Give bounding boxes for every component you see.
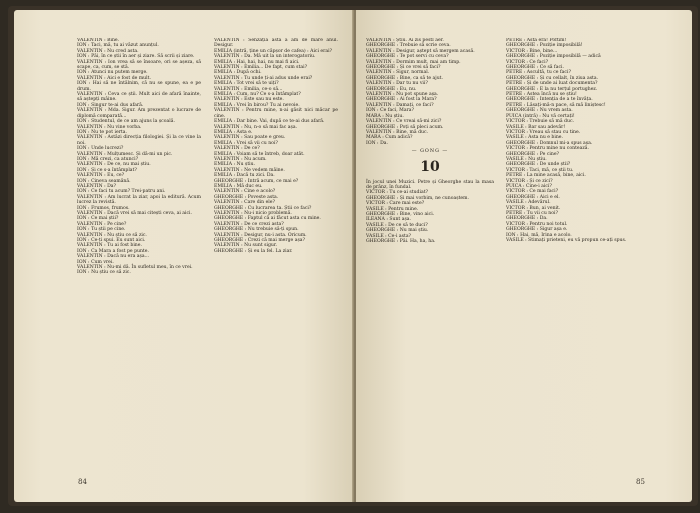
dialogue-line: GHEORGHE : E la nu terțul portughez.: [506, 86, 598, 92]
dialogue-line: GHEORGHE : Aici e el.: [506, 194, 560, 200]
dialogue-line: GHEORGHE : Ce să faci.: [506, 65, 564, 71]
dialogue-line: EMILIA : Hai, hai, hai, nu mai fi aici.: [214, 59, 300, 65]
dialogue-line: VALENTIN : Da?: [77, 183, 116, 189]
dialogue-line: VALENTIN : Da. Mă uit la un interogatoriu.: [214, 54, 316, 60]
dialogue-line: GHEORGHE : Poziție imposibilă!: [506, 43, 583, 49]
dialogue-line: GHEORGHE : Și cu cellalt, în ziua asta.: [506, 75, 599, 81]
dialogue-line: VASILE : De ce să te duci?: [366, 222, 428, 228]
dialogue-line: VALENTIN : Tu ai fost bine.: [77, 243, 142, 249]
dialogue-line: GHEORGHE : Sigur așa e.: [506, 227, 568, 233]
dialogue-line: VALENTIN : Mulțumesc. Și dă-mi un pic.: [77, 151, 173, 157]
dialogue-line: VALENTIN : Nu pot spune așa.: [366, 92, 439, 98]
dialogue-line: PETRE : Lăsați-mă-n pace, să mă liniștesc!: [506, 102, 606, 108]
dialogue-line: EMILIA : Vrei să vii cu noi?: [214, 140, 278, 146]
dialogue-line: VALENTIN : Bine.: [77, 38, 120, 43]
dialogue-line: ION : Ce-ți spui. Eu sunt aici.: [77, 238, 146, 244]
dialogue-line: GHEORGHE : Ai fost la Mara?: [366, 97, 437, 103]
dialogue-line: GHEORGHE : Eu, nu.: [366, 86, 417, 92]
dialogue-line: VICTOR : Pentru mine nu contează.: [506, 146, 589, 152]
dialogue-line: VALENTIN : Damați, ce faci?: [366, 102, 434, 108]
dialogue-line: GHEORGHE : Pe cine?: [506, 151, 559, 157]
dialogue-line: GHEORGHE : Da.: [506, 216, 548, 222]
dialogue-line: GHEORGHE : Nu mai știu.: [366, 228, 429, 234]
dialogue-line: GHEORGHE : De unde știi?: [506, 162, 571, 168]
dialogue-line: EMILIA : Dacă tu zici. Da.: [214, 173, 275, 179]
dialogue-line: ION : Nu știu ce să zic.: [77, 270, 131, 276]
dialogue-line: VALENTIN : Am lucrat la ziar, apoi la editură. Acum lucrez la revistă.: [77, 194, 201, 206]
dialogue-line: ION : Tu știi pe cine.: [77, 227, 126, 233]
dialogue-line: VALENTIN : Nu vine vorba.: [77, 124, 142, 130]
dialogue-line: ION : Ce mai știi?: [77, 216, 119, 222]
dialogue-line: PETRE : Asta era! Poftim!: [506, 38, 567, 43]
dialogue-line: VALENTIN : Emilia... De fapt, cum stai?: [214, 65, 308, 71]
dialogue-line: GHEORGHE : Te pot servi cu ceva?: [366, 54, 449, 60]
dialogue-line: VALENTIN : Sigur, normal.: [366, 70, 430, 76]
dialogue-line: GHEORGHE : Poți să pleci acum.: [366, 124, 444, 130]
dialogue-line: VALENTIN : Sau poate e greu.: [214, 135, 286, 141]
right-page: [356, 10, 692, 502]
dialogue-line: VALENTIN : Nu-i nicio problemă.: [214, 211, 292, 216]
dialogue-line: VASILE : Adevărul.: [506, 200, 551, 206]
dialogue-line: ILEANA : Sunt așa.: [366, 217, 412, 223]
dialogue-line: VALENTIN : Nu știu ce să zic.: [77, 232, 147, 238]
dialogue-line: ION : Ce faci tu acum? Trei-patru ani.: [77, 189, 166, 195]
dialogue-line: VALENTIN : Nu acum.: [214, 156, 267, 162]
dialogue-line: VALENTIN : Pe cine?: [77, 221, 127, 227]
dialogue-line: În jocul unei Muzici. Petre și Gheorghe stau la masa de prânz, în fundal.: [366, 179, 494, 190]
dialogue-line: ION : Singur te-ai dus afară.: [77, 102, 144, 108]
dialogue-line: VASILE : Asta nu e bine.: [506, 135, 563, 141]
left-column-2: [214, 38, 338, 470]
dialogue-line: PETRE : Și de unde ai luat documenta?: [506, 81, 598, 87]
dialogue-line: VALENTIN : Senzația asta a am de mare anul. Desigur.: [214, 38, 338, 49]
dialogue-line: GHEORGHE : Bine, vino aici.: [366, 211, 435, 217]
dialogue-line: VASILE : Nu știu.: [506, 156, 547, 162]
dialogue-line: GHEORGHE : Păi. Ha, ha, ha.: [366, 239, 436, 244]
dialogue-line: ION : Taci, mă, tu ai văzut anunțul.: [77, 43, 159, 49]
dialogue-line: GHEORGHE : Trebuie să scrie ceva.: [366, 43, 451, 49]
dialogue-line: VALENTIN : De ce?: [214, 146, 260, 152]
dialogue-line: VALENTIN : Care din ele?: [214, 200, 275, 206]
dialogue-line: VICTOR : Ce faci?: [506, 59, 549, 65]
dialogue-line: EMILIA : Tot vrei să te uiți?: [214, 81, 279, 87]
dialogue-line: ION : Cineva seamănă.: [77, 178, 131, 184]
dialogue-line: VALENTIN : De ce crezi asta?: [214, 221, 284, 227]
right-column-2: [506, 38, 636, 470]
dialogue-line: PUICA : Cine-i aici?: [506, 183, 552, 189]
dialogue-line: PETRE : La mine acasă, bine, aici.: [506, 173, 586, 179]
page-number-left: 84: [78, 478, 87, 486]
dialogue-line: VALENTIN : Aici e fost de mult.: [77, 75, 151, 81]
dialogue-line: ION : Hai, mă, Irina e acolo.: [506, 232, 572, 238]
dialogue-line: GHEORGHE : Bine, ca să te ajut.: [366, 75, 443, 81]
dialogue-line: ION : Nu te pot ierta.: [77, 129, 127, 135]
dialogue-line: VICTOR : Ce mai faci?: [506, 189, 559, 195]
open-book: [8, 6, 698, 506]
dialogue-line: ION : Unde lucrezi?: [77, 146, 124, 152]
gong-marker: — GONG —: [411, 149, 449, 155]
dialogue-line: EMILIA : Asta e.: [214, 129, 253, 135]
dialogue-line: VICTOR : Tu ce-ai studiat?: [366, 190, 429, 196]
dialogue-line: ION : Atunci nu putem merge.: [77, 70, 148, 76]
dialogue-line: EMILIA : Voiam să te întreb, doar atât.: [214, 151, 305, 157]
dialogue-line: VALENTIN : Dormim mult, mai am timp.: [366, 59, 461, 65]
dialogue-line: EMILIA : Cum, nu? Ce s-a întâmplat?: [214, 92, 301, 98]
dialogue-line: ION : Ca Mara a fost pe punte.: [77, 248, 149, 254]
dialogue-line: GHEORGHE : Și mai vorbim, ne cunoaștem.: [366, 195, 469, 201]
dialogue-line: VALENTIN : Desigur, aștept să mergem acasă.: [366, 48, 475, 54]
dialogue-line: GHEORGHE : Poziție imposibilă — adică: [506, 54, 601, 60]
dialogue-line: GHEORGHE : Crezi că mai merge așa?: [214, 238, 306, 244]
dialogue-line: GHEORGHE : Poveste asta.: [214, 194, 279, 200]
dialogue-line: VALENTIN : Ceva ce știi. Mult aici de afară înainte, să aștepți mâine.: [77, 92, 201, 103]
dialogue-line: PUICA (intră) : Nu vă certați!: [506, 113, 575, 119]
dialogue-line: VICTOR : Taci, mă, ce știi tu.: [506, 167, 574, 173]
dialogue-line: PETRE : Ascultă, tu ce faci?: [506, 70, 571, 76]
dialogue-line: VALENTIN : Știu. Ai zis pestl aer.: [366, 38, 444, 43]
dialogue-line: GHEORGHE : Nu trebuie să-ți spun.: [214, 227, 299, 233]
dialogue-line: VICTOR : Vreau să stau cu tine.: [506, 129, 581, 135]
right-column-1: [366, 38, 494, 470]
dialogue-line: VALENTIN : Dacă vrei să mai citești ceva, ai aici.: [77, 211, 192, 216]
dialogue-line: VALENTIN : Ion vrea să se însoare, ori se așeza, să scape, ca, cum, se stă.: [77, 59, 201, 71]
dialogue-line: VASILE : Ce-i asta?: [366, 233, 412, 239]
dialogue-line: VALENTIN : Mda. Sigur. Am prezentat o lucrare de diplomă comparată...: [77, 108, 201, 119]
dialogue-line: VICTOR : Bun, ai venit.: [506, 205, 561, 211]
dialogue-line: GHEORGHE : Intenția de a te învăța.: [506, 97, 593, 103]
dialogue-line: ION : Mă crezi, ca atunci?: [77, 156, 139, 162]
scene-number: 10: [420, 158, 440, 175]
dialogue-line: VASILE : Stimați prieteni, eu vă propun ce-ați spus.: [506, 238, 627, 244]
dialogue-line: ION : Da.: [366, 140, 388, 146]
dialogue-line: VALENTIN : Ne vedem mâine.: [214, 167, 285, 173]
dialogue-line: GHEORGHE : Și eu la fel. La ziar.: [214, 248, 293, 254]
dialogue-line: EMILIA : Dar bine. Vai, după ce te-ai dus afară.: [214, 119, 325, 125]
dialogue-line: GHEORGHE : Cu lucrarea ta. Știi ce faci?: [214, 205, 312, 211]
dialogue-line: VALENTIN : Nu-mi dă. În sufletul meu, în ce vrei.: [77, 265, 193, 271]
dialogue-line: VALENTIN : Pentru mine, n-ai găsit nici măcar pe cine.: [214, 108, 338, 119]
dialogue-line: PETRE : Astea încă nu se știu!: [506, 92, 577, 98]
dialogue-line: ION : Studentul, de ce am ajuns la școală.: [77, 119, 175, 125]
dialogue-line: EMILIA (intră, ține un căpșor de cafea) : Aici erai?: [214, 48, 333, 54]
dialogue-line: VICTOR : Trebuie să mă duc.: [506, 119, 574, 125]
dialogue-line: ION : Ce faci, Mara?: [366, 108, 415, 114]
dialogue-line: VALENTIN : Tu unde ți-ai adus unde erai?: [214, 75, 313, 81]
dialogue-line: VALENTIN : Eu, ce?: [77, 173, 125, 179]
left-column-1: [77, 38, 201, 470]
left-page: [14, 10, 354, 502]
dialogue-line: VALENTIN : Bine, mă duc.: [366, 129, 429, 135]
dialogue-line: GHEORGHE : Faptul că ai făcut asta cu mine.: [214, 216, 321, 222]
dialogue-line: VALENTIN : Emilia, ce-o să...: [214, 86, 283, 92]
dialogue-line: VALENTIN : Dacă nu era așa...: [77, 254, 150, 260]
dialogue-line: VALENTIN : Nu cred asta.: [77, 48, 139, 54]
dialogue-line: VALENTIN : Nu, n-o să mai fac așa.: [214, 124, 298, 130]
dialogue-line: ION : Cum vrei.: [77, 259, 114, 265]
dialogue-line: VALENTIN : Dar tu nu vii?: [366, 81, 428, 87]
dialogue-line: VALENTIN : Este sau nu este.: [214, 97, 284, 103]
dialogue-line: PETRE : Tu vii cu noi?: [506, 211, 558, 216]
page-number-right: 85: [636, 478, 645, 486]
dialogue-line: MARA : Cum adică?: [366, 135, 413, 141]
dialogue-line: GHEORGHE : Nu vrem asta.: [506, 108, 573, 114]
dialogue-line: EMILIA : După ochi.: [214, 70, 262, 76]
dialogue-line: GHEORGHE : Intră acum, ce mai e?: [214, 178, 299, 184]
dialogue-line: VALENTIN : Desigur, nu-i asta. Oricum.: [214, 232, 307, 238]
dialogue-line: VALENTIN : Astăzi direcția filologiei. Și la ce vine la noi.: [77, 135, 201, 146]
dialogue-line: VICTOR : Pentru noi totul.: [506, 221, 568, 227]
dialogue-line: MARA : Nu știu.: [366, 113, 404, 119]
dialogue-line: VALENTIN : Nu sunt sigur.: [214, 243, 278, 249]
dialogue-line: VICTOR : Și ce zici?: [506, 178, 553, 184]
dialogue-line: ION : Hai să ne întâlnim, că nu se spune, ea e pe drum.: [77, 81, 201, 92]
dialogue-line: GHEORGHE : Și ce vrei să faci?: [366, 65, 441, 71]
dialogue-line: EMILIA : Mă duc eu.: [214, 183, 263, 189]
dialogue-line: VICTOR : Care mai este?: [366, 201, 425, 207]
dialogue-line: ION : Frumos, frumos.: [77, 205, 130, 211]
dialogue-line: VALENTIN : Ce vreai să-mi zici?: [366, 119, 442, 125]
dialogue-line: VALENTIN : Cine e acolo?: [214, 189, 276, 195]
dialogue-line: VASILE : Pentru mine.: [366, 206, 419, 212]
dialogue-line: GHEORGHE : Domnul mi-a spus așa.: [506, 140, 593, 146]
dialogue-line: VICTOR : Bine, bine...: [506, 48, 558, 54]
dialogue-line: VALENTIN : De ce, nu mai știu.: [77, 162, 151, 168]
dialogue-line: EMILIA : Nu știu.: [214, 162, 256, 168]
dialogue-line: ION : Păi, în ce știi în aer și ziare. Să scrii și ziare.: [77, 54, 195, 60]
dialogue-line: VASILE : Bar sau adevăr!: [506, 124, 566, 130]
dialogue-line: EMILIA : Vrei în birou? Tu ai nevoie.: [214, 102, 300, 108]
dialogue-line: ION : Și ce s-a întâmplat?: [77, 167, 137, 173]
